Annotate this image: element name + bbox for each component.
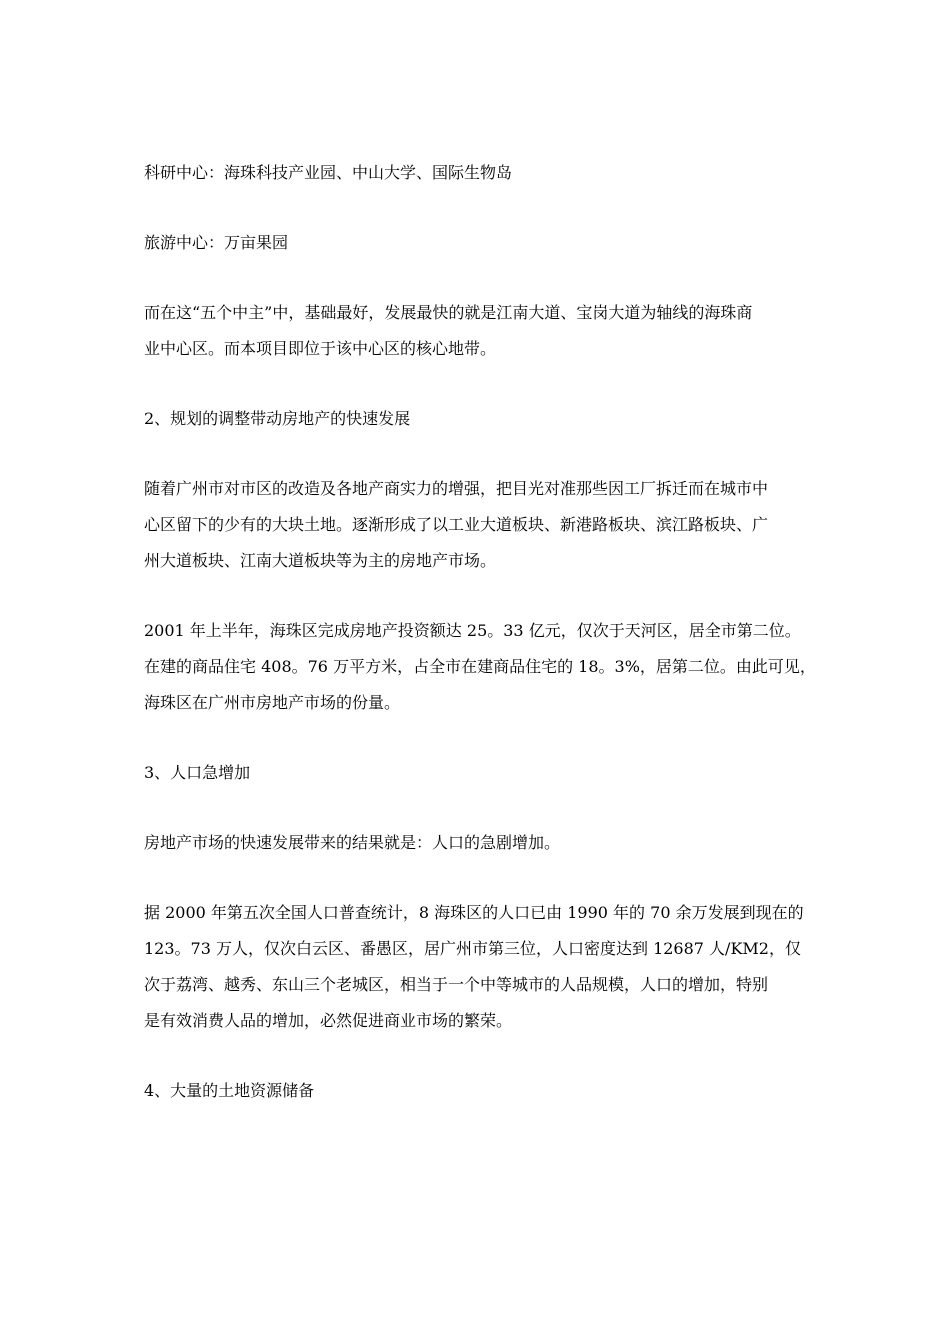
text-line: 科研中心：海珠科技产业园、中山大学、国际生物岛 bbox=[144, 163, 513, 182]
text-line: 据 2000 年第五次全国人口普查统计，8 海珠区的人口已由 1990 年的 70 余万发展到现在的 bbox=[144, 903, 804, 922]
text-line: 房地产市场的快速发展带来的结果就是：人口的急剧增加。 bbox=[144, 833, 561, 852]
text-line: 旅游中心：万亩果园 bbox=[144, 233, 289, 252]
paragraph-research-center bbox=[144, 155, 824, 191]
section-heading-3 bbox=[144, 755, 824, 791]
paragraph-tourism-center bbox=[144, 225, 824, 261]
section-heading-4 bbox=[144, 1073, 824, 1109]
text-line: 而在这“五个中主”中，基础最好，发展最快的就是江南大道、宝岗大道为轴线的海珠商 bbox=[144, 303, 753, 322]
text-line: 海珠区在广州市房地产市场的份量。 bbox=[144, 693, 401, 712]
heading-text: 2、规划的调整带动房地产的快速发展 bbox=[144, 409, 411, 428]
text-line: 次于荔湾、越秀、东山三个老城区，相当于一个中等城市的人品规模，人口的增加，特别 bbox=[144, 975, 769, 994]
text-line: 在建的商品住宅 408。76 万平方米，占全市在建商品住宅的 18。3%，居第二位。由此可见， bbox=[144, 657, 816, 676]
document-body bbox=[144, 155, 824, 1143]
paragraph-investment-stats bbox=[144, 613, 824, 721]
paragraph-census-stats bbox=[144, 895, 824, 1039]
text-line: 是有效消费人品的增加，必然促进商业市场的繁荣。 bbox=[144, 1011, 513, 1030]
paragraph-commercial-center bbox=[144, 295, 824, 367]
text-line: 123。73 万人，仅次白云区、番愚区，居广州市第三位，人口密度达到 12687 人/KM2，仅 bbox=[144, 939, 801, 958]
text-line: 州大道板块、江南大道板块等为主的房地产市场。 bbox=[144, 551, 497, 570]
paragraph-population-growth bbox=[144, 825, 824, 861]
text-line: 心区留下的少有的大块土地。逐渐形成了以工业大道板块、新港路板块、滨江路板块、广 bbox=[144, 515, 769, 534]
text-line: 2001 年上半年，海珠区完成房地产投资额达 25。33 亿元，仅次于天河区，居全市第二位。 bbox=[144, 621, 801, 640]
text-line: 业中心区。而本项目即位于该中心区的核心地带。 bbox=[144, 339, 497, 358]
heading-text: 3、人口急增加 bbox=[144, 763, 251, 782]
section-heading-2 bbox=[144, 401, 824, 437]
paragraph-urban-redevelopment bbox=[144, 471, 824, 579]
heading-text: 4、大量的土地资源储备 bbox=[144, 1081, 315, 1100]
text-line: 随着广州市对市区的改造及各地产商实力的增强，把目光对准那些因工厂拆迁而在城市中 bbox=[144, 479, 769, 498]
